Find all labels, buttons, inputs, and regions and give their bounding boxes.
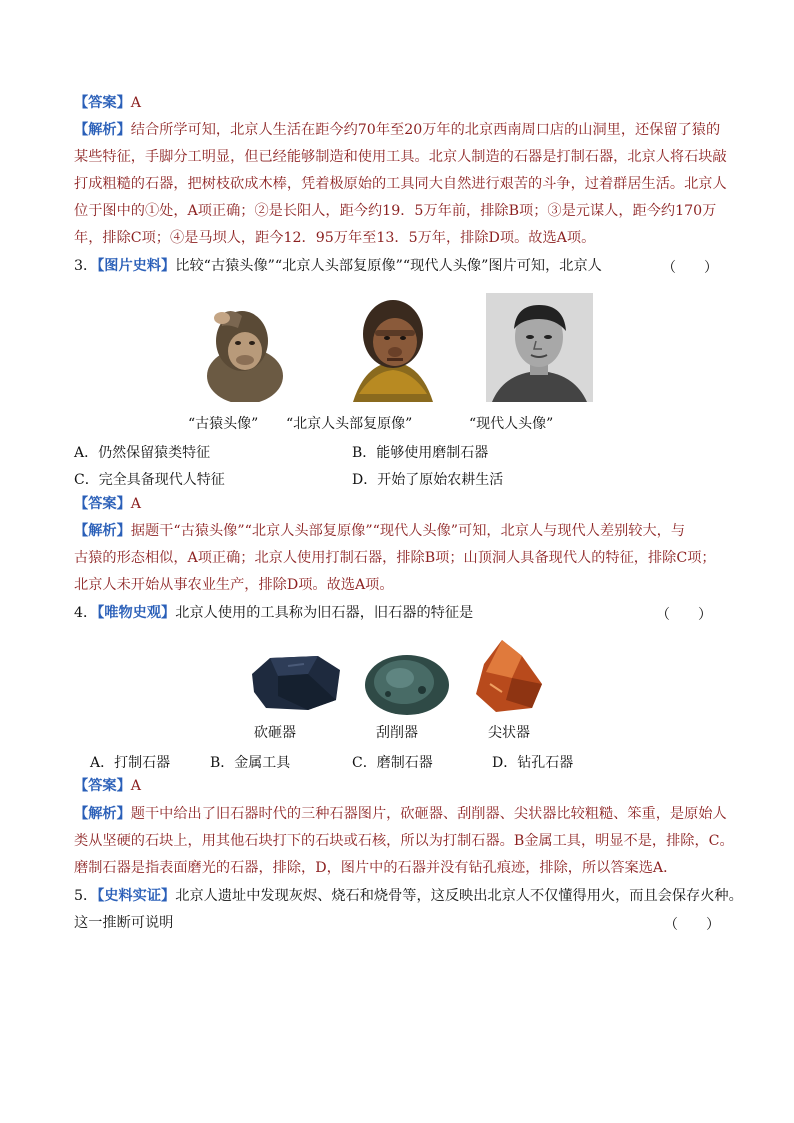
q2-analysis-line-1 [74,117,734,144]
point-stone-image [472,638,546,714]
caption-scraper: 刮削器 [376,725,418,741]
q5-stem [74,883,743,910]
analysis-text: 结合所学可知，北京人生活在距今约70年至20万年的北京西南周口店的山洞里，还保留了猿的 [130,122,721,138]
answer-tag: 【答案】 [74,496,131,512]
answer-blank: （ ） [664,917,720,933]
q3-analysis-line-2: 古猿的形态相似，A项正确；北京人使用打制石器，排除B项；山顶洞人具备现代人的特征，排除C项； [74,550,716,566]
modern-human-photo [486,293,593,402]
caption-point: 尖状器 [488,725,530,741]
option-c: C．完全具备现代人特征 [74,472,225,488]
q2-analysis-line-4: 位于图中的①处，A项正确；②是长阳人，距今约19．5万年前，排除B项；③是元谋人，距今约170万 [74,203,717,219]
option-d: D．钻孔石器 [492,755,574,771]
answer-value: A [130,778,142,794]
option-d: D．开始了原始农耕生活 [352,472,504,488]
option-a: A．打制石器 [90,755,171,771]
analysis-tag: 【解析】 [74,122,131,138]
analysis-tag: 【解析】 [74,523,131,539]
answer-value: A [130,95,142,111]
question-number: 3． [74,258,98,274]
q2-answer-line [74,90,734,117]
q4-answer-line [74,773,734,800]
answer-value: A [130,496,142,512]
caption-peking-man: “北京人头部复原像” [286,416,413,432]
question-number: 4． [74,605,98,621]
q3-stem [74,253,734,280]
q3-analysis-line-1 [74,518,734,545]
q4-analysis-line-2: 类从坚硬的石块上，用其他石块打下的石块或石核，所以为打制石器。B金属工具，明显不是，排除，C。 [74,833,734,849]
caption-chopper: 砍砸器 [254,725,296,741]
q2-analysis-line-3: 打成粗糙的石器，把树枝砍成木棒，凭着极原始的工具同大自然进行艰苦的斗争，过着群居生活。北京人 [74,176,727,192]
peking-man-bust-image [345,294,441,402]
analysis-text: 据题干“古猿头像”“北京人头部复原像”“现代人头像”可知，北京人与现代人差别较大，与 [130,523,686,539]
answer-tag: 【答案】 [74,778,131,794]
answer-tag: 【答案】 [74,95,131,111]
q3-analysis-line-3: 北京人未开始从事农业生产，排除D项。故选A项。 [74,577,394,593]
option-b: B．金属工具 [210,755,291,771]
question-stem: 比较“古猿头像”“北京人头部复原像”“现代人头像”图片可知，北京人 [175,258,602,274]
caption-modern-human: “现代人头像” [469,416,554,432]
q4-stem [74,600,734,627]
q5-stem-line-2: 这一推断可说明 [74,915,174,931]
option-b: B．能够使用磨制石器 [352,445,489,461]
analysis-tag: 【解析】 [74,806,131,822]
chopper-stone-image [248,652,344,712]
ape-head-image [200,296,286,402]
question-number: 5． [74,888,98,904]
q2-analysis-line-2: 某些特征，手脚分工明显，但已经能够制造和使用工具。北京人制造的石器是打制石器，北京人将石块敲 [74,149,727,165]
q4-analysis-line-1 [74,801,734,828]
q2-analysis-line-5: 年，排除C项；④是马坝人，距今12．95万年至13．5万年，排除D项。故选A项。 [74,230,596,246]
q4-analysis-line-3: 磨制石器是指表面磨光的石器，排除，D，图片中的石器并没有钻孔痕迹，排除，所以答案选A． [74,860,678,876]
question-stem: 北京人使用的工具称为旧石器，旧石器的特征是 [175,605,474,621]
answer-blank: （ ） [656,607,712,623]
q3-answer-line [74,491,734,518]
question-tag: 【唯物史观】 [97,605,176,621]
scraper-stone-image [362,652,452,716]
option-a: A．仍然保留猿类特征 [74,445,211,461]
option-c: C．磨制石器 [352,755,433,771]
caption-ape-head: “古猿头像” [188,416,259,432]
answer-blank: （ ） [662,260,718,276]
analysis-text: 题干中给出了旧石器时代的三种石器图片，砍砸器、刮削器、尖状器比较粗糙、笨重，是原始人 [130,806,727,822]
question-stem: 北京人遗址中发现灰烬、烧石和烧骨等，这反映出北京人不仅懂得用火，而且会保存火种。 [175,888,743,904]
question-tag: 【史料实证】 [97,888,176,904]
question-tag: 【图片史料】 [97,258,176,274]
